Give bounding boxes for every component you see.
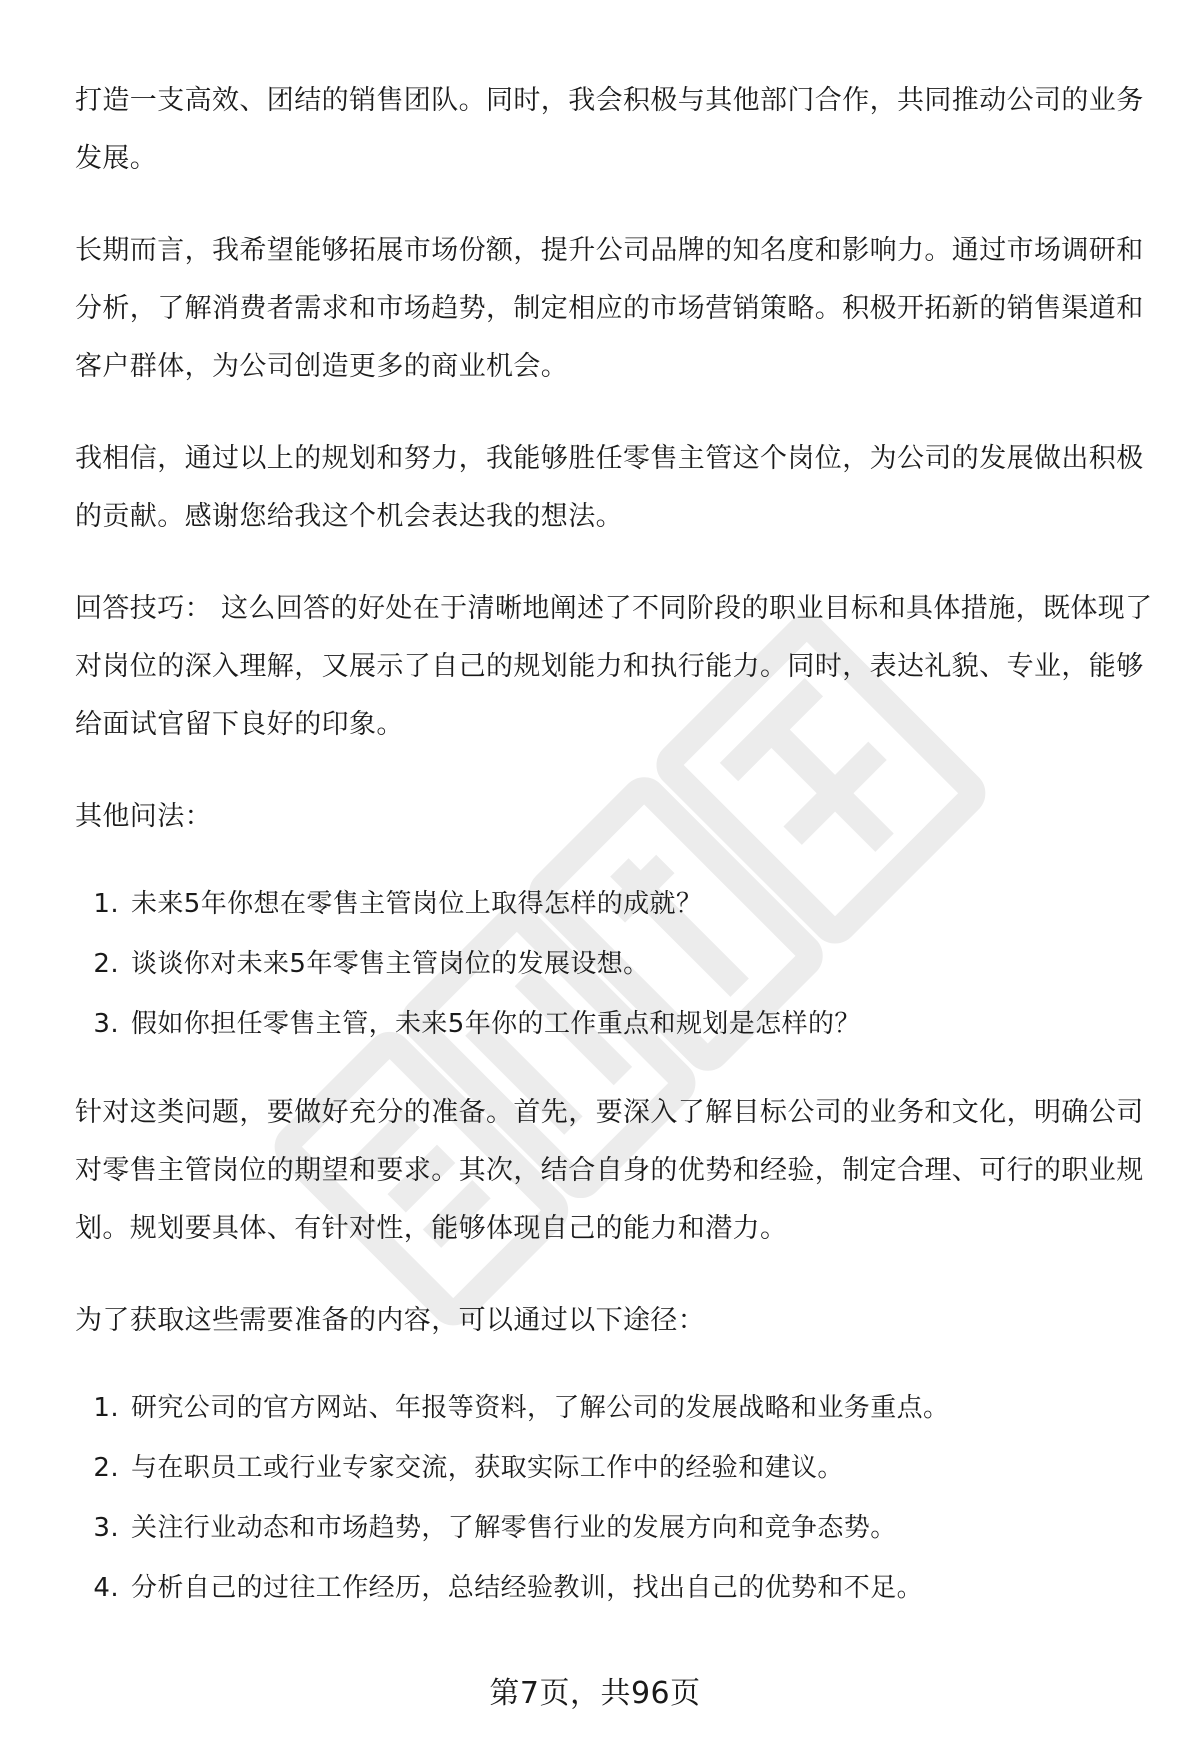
ways-label: 为了获取这些需要准备的内容，可以通过以下途径： (75, 1305, 706, 1336)
other-questions-list (75, 874, 1165, 1054)
ways-list (75, 1378, 1165, 1618)
list-item: 1. 未来5年你想在零售主管岗位上取得怎样的成就？ (93, 889, 703, 919)
document-body (75, 72, 1165, 1648)
list-item: 3. 关注行业动态和市场趋势，了解零售行业的发展方向和竞争态势。 (93, 1513, 897, 1543)
list-item: 3. 假如你担任零售主管，未来5年你的工作重点和规划是怎样的？ (93, 1009, 861, 1039)
other-questions-label: 其他问法： (75, 801, 212, 832)
paragraph-confidence: 我相信，通过以上的规划和努力，我能够胜任零售主管这个岗位，为公司的发展做出积极的贡献。感谢您给我这个机会表达我的想法。 (75, 443, 1144, 532)
paragraph-team: 打造一支高效、团结的销售团队。同时，我会积极与其他部门合作，共同推动公司的业务发展。 (75, 85, 1144, 174)
paragraph-answer-tips: 回答技巧： 这么回答的好处在于清晰地阐述了不同阶段的职业目标和具体措施，既体现了对岗位的深入理解，又展示了自己的规划能力和执行能力。同时，表达礼貌、专业，能够给面试官留下良好的印象。 (75, 593, 1153, 740)
paragraph-long-term: 长期而言，我希望能够拓展市场份额，提升公司品牌的知名度和影响力。通过市场调研和分析，了解消费者需求和市场趋势，制定相应的市场营销策略。积极开拓新的销售渠道和客户群体，为公司创造更多的商业机会。 (75, 235, 1144, 382)
page-number-footer: 第7页，共96页 (489, 1676, 701, 1711)
list-item: 1. 研究公司的官方网站、年报等资料，了解公司的发展战略和业务重点。 (93, 1393, 950, 1423)
list-item: 4. 分析自己的过往工作经历，总结经验教训，找出自己的优势和不足。 (93, 1573, 924, 1603)
paragraph-preparation: 针对这类问题，要做好充分的准备。首先，要深入了解目标公司的业务和文化，明确公司对零售主管岗位的期望和要求。其次，结合自身的优势和经验，制定合理、可行的职业规划。规划要具体、有针对性，能够体现自己的能力和潜力。 (75, 1097, 1144, 1244)
list-item: 2. 与在职员工或行业专家交流，获取实际工作中的经验和建议。 (93, 1453, 844, 1483)
list-item: 2. 谈谈你对未来5年零售主管岗位的发展设想。 (93, 949, 650, 979)
